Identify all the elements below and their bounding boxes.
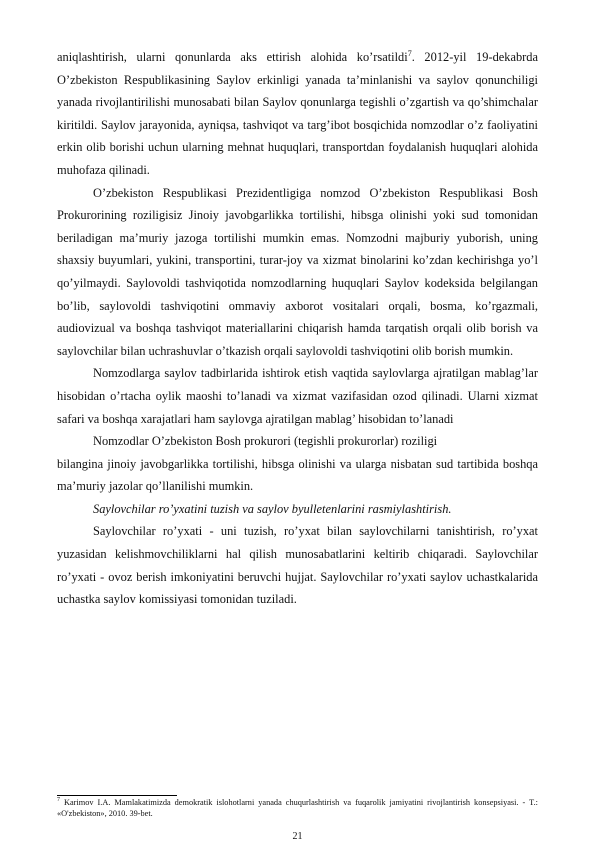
- footnote-divider: [57, 795, 177, 796]
- paragraph-1-tail: . 2012-yil 19-dekabrda O’zbekiston Respublikasining Saylov erkinligi yanada ta’minlanishi va saylov qonunchiligi yanada rivojlantirilishi munosabati bilan Saylov qonunlarga tegishli o’zgartish va qo’shimchalar kiritildi. Saylov jarayonida, ayniqsa, tashviqot va targ’ibot bosqichida nomzodlar o’z faoliyatini erkin olib borishi uchun ularning mehnat huquqlari, transportdan foydalanish huquqlari alohida muhofaza qilinadi.: [57, 50, 538, 177]
- footnote-number: 7: [57, 797, 60, 804]
- footnote: [57, 797, 538, 819]
- page-number: 21: [292, 831, 303, 842]
- paragraph-2: O’zbekiston Respublikasi Prezidentligiga nomzod O’zbekiston Respublikasi Bosh Prokurorining roziligisiz Jinoiy javobgarlikka tortilishi, hibsga olinishi yoki sud tomonidan beriladigan ma’muriy jazoga tortilishi mumkin emas. Nomzodni majburiy yuborish, uning shaxsiy buyumlari, yukini, transportini, turar-joy va xizmat binolarini ko’zdan kechirishga yo’l qo’yilmaydi. Saylovoldi tashviqotida nomzodlarning huquqlari Saylov kodeksida belgilangan bo’lib, saylovoldi tashviqotini ommaviy axborot vositalari orqali, bosma, ko’rgazmali, audiovizual va boshqa tashviqot materiallarini chiqarish hamda tarqatish orqali olib borish va saylovchilar bilan uchrashuvlar o’tkazish orqali saylovoldi tashviqotini olib borish mumkin.: [57, 185, 538, 358]
- page-body: [57, 46, 538, 611]
- paragraph-5: bilangina jinoiy javobgarlikka tortilishi, hibsga olinishi va ularga nisbatan sud tartibida boshqa ma’muriy jazolar qo’llanilishi mumkin.: [57, 456, 538, 494]
- paragraph-4: Nomzodlar O’zbekiston Bosh prokurori (tegishli prokurorlar) roziligi: [93, 434, 438, 449]
- paragraph-6: Saylovchilar ro’yxati - uni tuzish, ro’yxat bilan saylovchilarni tanishtirish, ro’yxat yuzasidan kelishmovchiliklarni hal qilish munosabatlarini keltirib chiqaradi. Saylovchilar ro’yxati - ovoz berish imkoniyatini beruvchi hujjat. Saylovchilar ro’yxati saylov uchastkalarida uchastka saylov komissiyasi tomonidan tuziladi.: [57, 524, 538, 607]
- paragraph-3: Nomzodlarga saylov tadbirlarida ishtirok etish vaqtida saylovlarga ajratilgan mablag’lar hisobidan o’rtacha oylik maoshi to’lanadi va xizmat vazifasidan ozod qilinadi. Ularni xizmat safari va boshqa xarajatlari ham saylovga ajratilgan mablag’ hisobidan to’lanadi: [57, 366, 538, 426]
- footnote-reference[interactable]: 7: [407, 48, 412, 58]
- footnote-text: Karimov I.A. Mamlakatimizda demokratik islohotlarni yanada chuqurlashtirish va fuqarolik jamiyatini rivojlantirish konsepsiyasi. - T.: «O'zbekiston», 2010. 39-bet.: [57, 798, 538, 819]
- paragraph-1-text: aniqlashtirish, ularni qonunlarda aks ettirish alohida ko’rsatildi: [57, 50, 408, 64]
- paragraph-1: [57, 46, 538, 182]
- section-heading: Saylovchilar ro’yxatini tuzish va saylov byulletenlarini rasmiylashtirish.: [93, 501, 452, 516]
